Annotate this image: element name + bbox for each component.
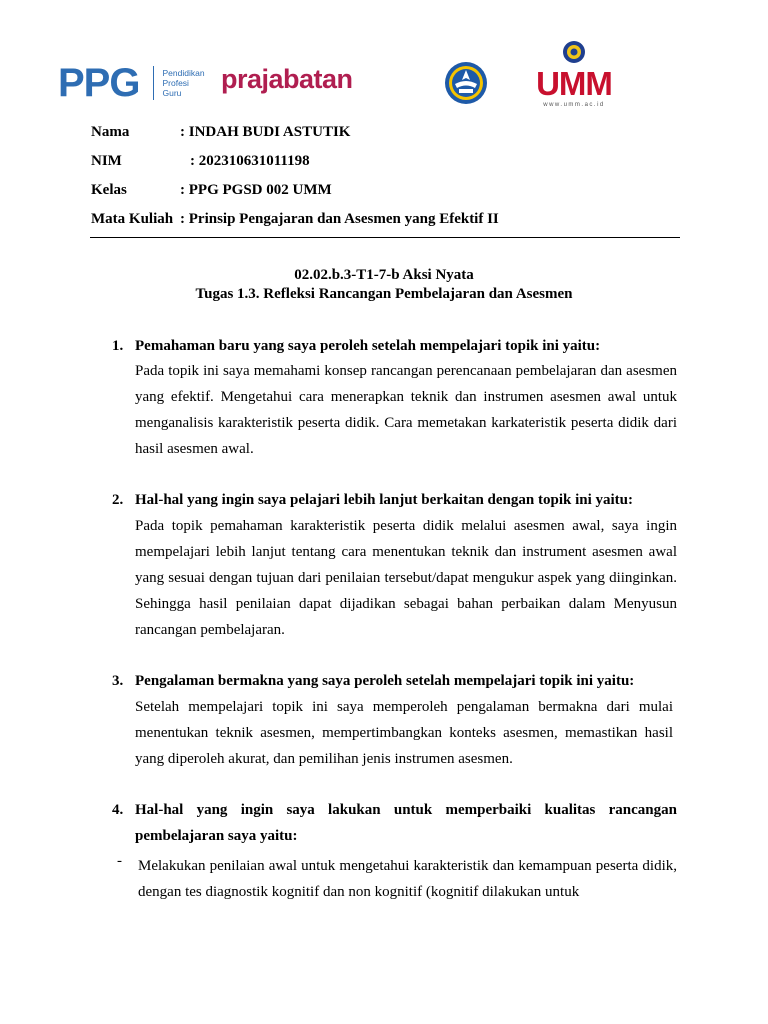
section-number: 1. [112,338,124,354]
section-paragraph [138,853,677,905]
heading-line: Hal-hal yang ingin saya lakukan untuk memperbaiki kualitas rancangan [135,802,677,818]
paragraph-line: Melakukan penilaian awal untuk mengetahui karakteristik dan kemampuan peserta didik, [138,858,677,874]
paragraph-line: yang diperoleh akurat, dan pemilihan jenis instrumen asesmen. [135,751,513,767]
paragraph-line: Pada topik pemahaman karakteristik peserta didik melalui asesmen awal, saya ingin [135,518,677,534]
paragraph-line: mempelajari lebih lanjut tentang cara menentukan teknik dan instrument asesmen awal [135,544,677,560]
identity-value: : 202310631011198 [190,153,310,169]
tut-wuri-handayani-logo [443,60,489,106]
identity-label: Kelas [91,182,127,198]
umm-logo-text: UMM [536,65,612,102]
paragraph-line: hasil asesmen awal. [135,441,254,457]
prajabatan-logo-text: prajabatan [221,64,353,94]
section-heading [135,797,677,849]
paragraph-line: Pada topik ini saya memahami konsep rancangan perencanaan pembelajaran dan asesmen [135,363,677,379]
ppg-logo-subtitle: Pendidikan Profesi Guru [162,68,205,98]
paragraph-line: Setelah mempelajari topik ini saya memperoleh pengalaman bermakna dari mulai [135,699,673,715]
ppg-logo-divider [153,66,154,100]
umm-emblem-icon [562,40,586,66]
paragraph-line: yang efektif. Mengetahui cara menerapkan teknik dan instrumen asesmen awal untuk [135,389,677,405]
section-heading: Pengalaman bermakna yang saya peroleh setelah mempelajari topik ini yaitu: [135,673,635,689]
paragraph-line: menganalisis karakteristik peserta didik. Cara memetakan karkateristik peserta didik dari [135,415,677,431]
section-heading: Hal-hal yang ingin saya pelajari lebih lanjut berkaitan dengan topik ini yaitu: [135,492,634,508]
identity-value: : PPG PGSD 002 UMM [180,182,332,198]
paragraph-line: Sehingga hasil penilaian dapat dijadikan sebagai bahan perbaikan dalam Menyusun [135,596,677,612]
section-heading: Pemahaman baru yang saya peroleh setelah mempelajari topik ini yaitu: [135,338,601,354]
section-paragraph [135,513,677,643]
ppg-logo [58,60,212,106]
umm-logo [532,40,616,112]
section-number: 4. [112,802,124,818]
identity-value: : INDAH BUDI ASTUTIK [180,124,351,140]
ppg-logo-text: PPG [58,61,140,105]
paragraph-line: yang sesuai dengan tujuan dari penilaian tersebut/dapat mengukur aspek yang diinginkan. [135,570,677,586]
umm-logo-url: www.umm.ac.id [543,102,605,108]
document-code-title: 02.02.b.3-T1-7-b Aksi Nyata [294,267,474,283]
section-number: 3. [112,673,124,689]
section-number: 2. [112,492,124,508]
identity-label: Nama [91,124,130,140]
identity-label: NIM [91,153,122,169]
paragraph-line: rancangan pembelajaran. [135,622,285,638]
header-divider [90,237,680,238]
identity-label: Mata Kuliah [91,211,174,227]
bullet-dash: - [117,853,122,869]
heading-line: pembelajaran saya yaitu: [135,828,298,844]
section-paragraph [135,358,677,462]
identity-value: : Prinsip Pengajaran dan Asesmen yang Efektif II [180,211,499,227]
section-paragraph [135,694,673,772]
paragraph-line: menentukan teknik asesmen, mempertimbangkan konteks asesmen, memastikan hasil [135,725,673,741]
paragraph-line: dengan tes diagnostik kognitif dan non kognitif (kognitif dilakukan untuk [138,884,580,900]
document-title: Tugas 1.3. Refleksi Rancangan Pembelajaran dan Asesmen [195,286,573,302]
